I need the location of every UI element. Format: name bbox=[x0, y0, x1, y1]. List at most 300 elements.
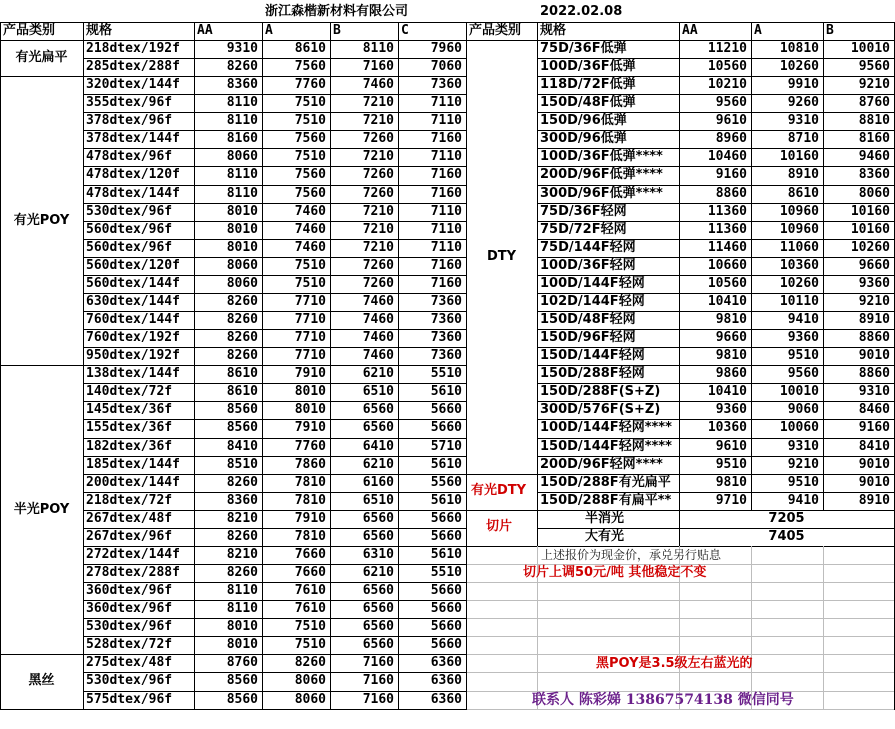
spec-cell: 355dtex/96f bbox=[86, 95, 173, 111]
left-header-0: 产品类别 bbox=[3, 23, 56, 38]
price-cell: 7160 bbox=[430, 185, 462, 201]
price-cell: 5560 bbox=[430, 474, 462, 490]
chips-bright-price: 7405 bbox=[768, 529, 805, 544]
dty-price-cell: 10010 bbox=[850, 41, 890, 56]
grid-line bbox=[466, 510, 537, 511]
dty-price-cell: 9410 bbox=[787, 312, 819, 328]
price-cell: 8010 bbox=[294, 402, 326, 418]
price-cell: 5710 bbox=[430, 438, 462, 454]
spec-cell: 360dtex/96f bbox=[86, 601, 173, 617]
price-cell: 8260 bbox=[226, 312, 258, 328]
dty-price-cell: 10160 bbox=[850, 203, 890, 219]
right-header-2: AA bbox=[682, 23, 698, 38]
category-dty: DTY bbox=[486, 248, 517, 264]
dty-price-cell: 9260 bbox=[787, 95, 819, 111]
chips-semi-dull-price: 7205 bbox=[768, 511, 805, 526]
price-cell: 8610 bbox=[226, 366, 258, 382]
price-cell: 8110 bbox=[362, 41, 394, 56]
price-cell: 7260 bbox=[362, 167, 394, 183]
price-cell: 5610 bbox=[430, 456, 462, 472]
dty-price-cell: 9810 bbox=[715, 348, 747, 364]
price-cell: 7360 bbox=[430, 312, 462, 328]
dty-price-cell: 9060 bbox=[787, 402, 819, 418]
price-cell: 7960 bbox=[430, 41, 462, 56]
price-cell: 8410 bbox=[226, 438, 258, 454]
price-cell: 8110 bbox=[226, 113, 258, 129]
spec-cell: 630dtex/144f bbox=[86, 293, 180, 309]
spec-cell: 760dtex/192f bbox=[86, 330, 180, 346]
spec-cell: 218dtex/72f bbox=[86, 492, 173, 508]
grid-line bbox=[0, 654, 83, 655]
right-header-0: 产品类别 bbox=[469, 23, 522, 38]
dty-spec-cell: 100D/144F轻网**** bbox=[540, 420, 672, 436]
dty-price-cell: 9810 bbox=[715, 474, 747, 490]
dty-price-cell: 9660 bbox=[858, 257, 890, 273]
price-cell: 7660 bbox=[294, 546, 326, 562]
left-header-2: AA bbox=[197, 23, 213, 38]
dty-price-cell: 9810 bbox=[715, 312, 747, 328]
price-cell: 7660 bbox=[294, 565, 326, 581]
dty-price-cell: 11460 bbox=[707, 239, 747, 255]
price-cell: 7560 bbox=[294, 185, 326, 201]
chip-price-notice: 切片上调50元/吨 其他稳定不变 bbox=[523, 565, 707, 580]
price-cell: 8010 bbox=[294, 384, 326, 400]
company-name: 浙江森楷新材料有限公司 bbox=[265, 4, 409, 19]
left-header-1: 规格 bbox=[86, 23, 113, 38]
price-cell: 5510 bbox=[430, 366, 462, 382]
right-header-4: B bbox=[826, 23, 834, 38]
chips-bright-label: 大有光 bbox=[585, 529, 625, 544]
dty-price-cell: 9510 bbox=[787, 348, 819, 364]
price-cell: 6560 bbox=[362, 583, 394, 599]
price-cell: 8760 bbox=[226, 655, 258, 671]
dty-price-cell: 9210 bbox=[858, 293, 890, 309]
price-cell: 8560 bbox=[226, 420, 258, 436]
price-cell: 5660 bbox=[430, 420, 462, 436]
dty-price-cell: 9410 bbox=[787, 492, 819, 508]
spec-cell: 530dtex/96f bbox=[86, 619, 173, 635]
dty-price-cell: 9210 bbox=[858, 77, 890, 93]
price-cell: 7360 bbox=[430, 77, 462, 93]
price-cell: 8110 bbox=[226, 167, 258, 183]
spec-cell: 478dtex/120f bbox=[86, 167, 180, 183]
dty-price-cell: 10160 bbox=[779, 149, 819, 165]
price-cell: 8260 bbox=[294, 655, 326, 671]
left-header-4: B bbox=[333, 23, 341, 38]
spec-cell: 200dtex/144f bbox=[86, 474, 180, 490]
dty-spec-cell: 100D/36F低弹**** bbox=[540, 149, 663, 165]
dty-price-cell: 9210 bbox=[787, 456, 819, 472]
price-cell: 5610 bbox=[430, 384, 462, 400]
price-cell: 5660 bbox=[430, 583, 462, 599]
dty-spec-cell: 150D/288F有光扁平 bbox=[540, 474, 671, 490]
price-cell: 7260 bbox=[362, 257, 394, 273]
spec-cell: 560dtex/120f bbox=[86, 257, 180, 273]
dty-price-cell: 8860 bbox=[715, 185, 747, 201]
price-cell: 5660 bbox=[430, 528, 462, 544]
price-cell: 7360 bbox=[430, 330, 462, 346]
dty-spec-cell: 150D/288F有扁平** bbox=[540, 492, 672, 508]
dty-price-cell: 9610 bbox=[715, 113, 747, 129]
dty-spec-cell: 150D/48F低弹 bbox=[540, 95, 636, 111]
spec-cell: 185dtex/144f bbox=[86, 456, 180, 472]
price-cell: 7260 bbox=[362, 275, 394, 291]
left-header-3: A bbox=[265, 23, 273, 38]
dty-price-cell: 9360 bbox=[787, 330, 819, 346]
price-cell: 7210 bbox=[362, 203, 394, 219]
price-cell: 8260 bbox=[226, 293, 258, 309]
price-cell: 8110 bbox=[226, 583, 258, 599]
price-cell: 5610 bbox=[430, 546, 462, 562]
price-cell: 7510 bbox=[294, 257, 326, 273]
dty-price-cell: 9010 bbox=[858, 474, 890, 490]
price-cell: 8210 bbox=[226, 510, 258, 526]
price-cell: 8160 bbox=[226, 131, 258, 147]
grid-line bbox=[466, 600, 894, 601]
category-label: 有光扁平 bbox=[15, 50, 68, 66]
dty-price-cell: 8860 bbox=[858, 330, 890, 346]
price-cell: 7210 bbox=[362, 221, 394, 237]
dty-spec-cell: 150D/144F轻网**** bbox=[540, 438, 672, 454]
price-cell: 5610 bbox=[430, 492, 462, 508]
dty-price-cell: 11060 bbox=[779, 239, 819, 255]
price-cell: 7460 bbox=[294, 239, 326, 255]
spec-cell: 478dtex/96f bbox=[86, 149, 173, 165]
chips-semi-dull-label: 半消光 bbox=[585, 511, 625, 526]
dty-price-cell: 8910 bbox=[858, 312, 890, 328]
dty-price-cell: 9360 bbox=[715, 402, 747, 418]
price-cell: 7510 bbox=[294, 149, 326, 165]
price-cell: 5660 bbox=[430, 601, 462, 617]
dty-price-cell: 8710 bbox=[787, 131, 819, 147]
dty-spec-cell: 200D/96F低弹**** bbox=[540, 167, 663, 183]
dty-price-cell: 8460 bbox=[858, 402, 890, 418]
price-cell: 7110 bbox=[430, 221, 462, 237]
price-cell: 7260 bbox=[362, 131, 394, 147]
dty-spec-cell: 150D/48F轻网 bbox=[540, 312, 636, 328]
price-cell: 7610 bbox=[294, 601, 326, 617]
dty-spec-cell: 150D/144F轻网 bbox=[540, 348, 645, 364]
spec-cell: 155dtex/36f bbox=[86, 420, 173, 436]
price-cell: 7460 bbox=[362, 293, 394, 309]
price-cell: 7460 bbox=[362, 330, 394, 346]
category-chips: 切片 bbox=[486, 519, 513, 534]
dty-spec-cell: 102D/144F轻网 bbox=[540, 293, 645, 309]
price-cell: 5660 bbox=[430, 619, 462, 635]
price-cell: 8260 bbox=[226, 59, 258, 75]
cash-price-note: 上述报价为现金价，承兑另行贴息 bbox=[541, 548, 722, 562]
price-cell: 9310 bbox=[226, 41, 258, 56]
dty-price-cell: 9510 bbox=[715, 456, 747, 472]
dty-spec-cell: 300D/96F低弹**** bbox=[540, 185, 663, 201]
category-bright-dty: 有光DTY bbox=[471, 483, 527, 498]
grid-line bbox=[466, 474, 537, 475]
price-cell: 7360 bbox=[430, 348, 462, 364]
price-cell: 7260 bbox=[362, 185, 394, 201]
price-cell: 7510 bbox=[294, 95, 326, 111]
dty-spec-cell: 150D/288F(S+Z) bbox=[540, 384, 661, 400]
price-cell: 8610 bbox=[294, 41, 326, 56]
price-cell: 6210 bbox=[362, 456, 394, 472]
dty-price-cell: 9660 bbox=[715, 330, 747, 346]
price-cell: 7210 bbox=[362, 113, 394, 129]
spec-cell: 278dtex/288f bbox=[86, 565, 180, 581]
price-cell: 8060 bbox=[226, 275, 258, 291]
dty-spec-cell: 118D/72F低弹 bbox=[540, 77, 636, 93]
dty-price-cell: 9310 bbox=[787, 113, 819, 129]
dty-price-cell: 10060 bbox=[779, 420, 819, 436]
dty-price-cell: 9510 bbox=[787, 474, 819, 490]
price-cell: 8110 bbox=[226, 95, 258, 111]
dty-price-cell: 10960 bbox=[779, 203, 819, 219]
price-cell: 6560 bbox=[362, 510, 394, 526]
dty-spec-cell: 75D/144F轻网 bbox=[540, 239, 636, 255]
dty-price-cell: 11360 bbox=[707, 221, 747, 237]
spec-cell: 560dtex/144f bbox=[86, 275, 180, 291]
dty-spec-cell: 75D/36F轻网 bbox=[540, 203, 627, 219]
dty-price-cell: 10260 bbox=[850, 239, 890, 255]
price-cell: 7760 bbox=[294, 438, 326, 454]
spec-cell: 528dtex/72f bbox=[86, 637, 173, 653]
price-cell: 7760 bbox=[294, 77, 326, 93]
price-cell: 6510 bbox=[362, 492, 394, 508]
dty-price-cell: 8610 bbox=[787, 185, 819, 201]
spec-cell: 272dtex/144f bbox=[86, 546, 180, 562]
price-cell: 7810 bbox=[294, 474, 326, 490]
price-cell: 6160 bbox=[362, 474, 394, 490]
grid-line bbox=[823, 546, 824, 709]
price-cell: 7510 bbox=[294, 619, 326, 635]
price-cell: 6560 bbox=[362, 619, 394, 635]
price-cell: 6560 bbox=[362, 420, 394, 436]
spec-cell: 560dtex/96f bbox=[86, 221, 173, 237]
dty-price-cell: 10260 bbox=[779, 59, 819, 75]
dty-price-cell: 10360 bbox=[707, 420, 747, 436]
price-cell: 7910 bbox=[294, 366, 326, 382]
dty-spec-cell: 100D/36F轻网 bbox=[540, 257, 636, 273]
dty-price-cell: 8160 bbox=[858, 131, 890, 147]
price-cell: 5660 bbox=[430, 402, 462, 418]
price-cell: 8010 bbox=[226, 221, 258, 237]
price-cell: 7160 bbox=[430, 131, 462, 147]
grid-line bbox=[83, 709, 466, 710]
spec-cell: 378dtex/144f bbox=[86, 131, 180, 147]
dty-spec-cell: 200D/96F轻网**** bbox=[540, 456, 663, 472]
report-date: 2022.02.08 bbox=[540, 4, 623, 19]
price-cell: 7210 bbox=[362, 149, 394, 165]
price-cell: 8010 bbox=[226, 239, 258, 255]
price-cell: 7160 bbox=[362, 655, 394, 671]
dty-price-cell: 9460 bbox=[858, 149, 890, 165]
price-cell: 8110 bbox=[226, 601, 258, 617]
dty-price-cell: 9160 bbox=[715, 167, 747, 183]
dty-price-cell: 9010 bbox=[858, 456, 890, 472]
spec-cell: 378dtex/96f bbox=[86, 113, 173, 129]
price-cell: 7460 bbox=[362, 77, 394, 93]
spec-cell: 138dtex/144f bbox=[86, 366, 180, 382]
price-cell: 6560 bbox=[362, 601, 394, 617]
spec-cell: 218dtex/192f bbox=[86, 41, 180, 56]
dty-price-cell: 10210 bbox=[707, 77, 747, 93]
price-cell: 7710 bbox=[294, 348, 326, 364]
price-cell: 6210 bbox=[362, 366, 394, 382]
dty-price-cell: 10410 bbox=[707, 293, 747, 309]
dty-price-cell: 8860 bbox=[858, 366, 890, 382]
dty-price-cell: 8810 bbox=[858, 113, 890, 129]
dty-spec-cell: 300D/576F(S+Z) bbox=[540, 402, 661, 418]
price-cell: 7560 bbox=[294, 167, 326, 183]
price-cell: 6360 bbox=[430, 691, 462, 707]
dty-price-cell: 10010 bbox=[779, 384, 819, 400]
spec-cell: 275dtex/48f bbox=[86, 655, 173, 671]
spec-cell: 530dtex/96f bbox=[86, 673, 173, 689]
price-cell: 8260 bbox=[226, 474, 258, 490]
category-label: 半光POY bbox=[13, 501, 70, 517]
price-cell: 7060 bbox=[430, 59, 462, 75]
price-cell: 8510 bbox=[226, 456, 258, 472]
dty-price-cell: 10560 bbox=[707, 275, 747, 291]
price-cell: 7160 bbox=[430, 275, 462, 291]
dty-price-cell: 8410 bbox=[858, 438, 890, 454]
right-header-1: 规格 bbox=[540, 23, 567, 38]
grid-line bbox=[0, 76, 83, 77]
dty-price-cell: 9010 bbox=[858, 348, 890, 364]
price-cell: 8260 bbox=[226, 528, 258, 544]
price-cell: 7110 bbox=[430, 203, 462, 219]
price-cell: 5510 bbox=[430, 565, 462, 581]
dty-price-cell: 8060 bbox=[858, 185, 890, 201]
price-cell: 8560 bbox=[226, 691, 258, 707]
price-cell: 8060 bbox=[294, 673, 326, 689]
price-cell: 8010 bbox=[226, 637, 258, 653]
price-cell: 7110 bbox=[430, 95, 462, 111]
price-cell: 8010 bbox=[226, 203, 258, 219]
dty-price-cell: 9610 bbox=[715, 438, 747, 454]
dty-spec-cell: 150D/288F轻网 bbox=[540, 366, 645, 382]
dty-price-cell: 9560 bbox=[787, 366, 819, 382]
grid-line bbox=[466, 22, 467, 710]
grid-line bbox=[83, 22, 84, 710]
dty-price-cell: 8360 bbox=[858, 167, 890, 183]
left-header-5: C bbox=[401, 23, 409, 38]
price-cell: 6360 bbox=[430, 673, 462, 689]
price-cell: 6360 bbox=[430, 655, 462, 671]
dty-price-cell: 8760 bbox=[858, 95, 890, 111]
price-cell: 6560 bbox=[362, 402, 394, 418]
spec-cell: 575dtex/96f bbox=[86, 691, 173, 707]
price-cell: 7160 bbox=[362, 691, 394, 707]
price-cell: 7810 bbox=[294, 492, 326, 508]
dty-price-cell: 10810 bbox=[779, 41, 819, 56]
price-cell: 7460 bbox=[294, 221, 326, 237]
grid-line bbox=[466, 582, 894, 583]
spec-cell: 530dtex/96f bbox=[86, 203, 173, 219]
dty-spec-cell: 100D/144F轻网 bbox=[540, 275, 645, 291]
price-cell: 7810 bbox=[294, 528, 326, 544]
dty-price-cell: 9310 bbox=[858, 384, 890, 400]
category-label: 有光POY bbox=[13, 212, 70, 228]
price-cell: 8060 bbox=[294, 691, 326, 707]
dty-spec-cell: 150D/96低弹 bbox=[540, 113, 627, 129]
price-cell: 8210 bbox=[226, 546, 258, 562]
grid-line bbox=[0, 365, 83, 366]
price-cell: 6410 bbox=[362, 438, 394, 454]
dty-price-cell: 10560 bbox=[707, 59, 747, 75]
dty-price-cell: 10360 bbox=[779, 257, 819, 273]
dty-price-cell: 9560 bbox=[858, 59, 890, 75]
price-cell: 6560 bbox=[362, 637, 394, 653]
grid-line bbox=[466, 618, 894, 619]
spec-cell: 320dtex/144f bbox=[86, 77, 180, 93]
price-cell: 7710 bbox=[294, 293, 326, 309]
spec-cell: 360dtex/96f bbox=[86, 583, 173, 599]
price-cell: 7460 bbox=[362, 348, 394, 364]
price-cell: 6560 bbox=[362, 528, 394, 544]
grid-line bbox=[537, 22, 538, 547]
dty-price-cell: 9560 bbox=[715, 95, 747, 111]
category-label: 黑丝 bbox=[28, 673, 55, 689]
dty-spec-cell: 100D/36F低弹 bbox=[540, 59, 636, 75]
price-cell: 8260 bbox=[226, 348, 258, 364]
dty-price-cell: 9310 bbox=[787, 438, 819, 454]
price-cell: 8560 bbox=[226, 673, 258, 689]
dty-price-cell: 9360 bbox=[858, 275, 890, 291]
price-cell: 7710 bbox=[294, 312, 326, 328]
grid-line bbox=[466, 636, 894, 637]
price-cell: 7110 bbox=[430, 149, 462, 165]
dty-spec-cell: 150D/96F轻网 bbox=[540, 330, 636, 346]
dty-spec-cell: 300D/96低弹 bbox=[540, 131, 627, 147]
dty-price-cell: 10110 bbox=[779, 293, 819, 309]
price-cell: 6510 bbox=[362, 384, 394, 400]
grid-line bbox=[0, 709, 83, 710]
price-cell: 8010 bbox=[226, 619, 258, 635]
dty-price-cell: 11360 bbox=[707, 203, 747, 219]
price-cell: 7110 bbox=[430, 113, 462, 129]
dty-price-cell: 10460 bbox=[707, 149, 747, 165]
price-cell: 7110 bbox=[430, 239, 462, 255]
dty-price-cell: 10260 bbox=[779, 275, 819, 291]
dty-price-cell: 9710 bbox=[715, 492, 747, 508]
price-cell: 7560 bbox=[294, 131, 326, 147]
spec-cell: 478dtex/144f bbox=[86, 185, 180, 201]
spec-cell: 140dtex/72f bbox=[86, 384, 173, 400]
spec-cell: 560dtex/96f bbox=[86, 239, 173, 255]
dty-spec-cell: 75D/72F轻网 bbox=[540, 221, 627, 237]
price-cell: 6210 bbox=[362, 565, 394, 581]
dty-price-cell: 8960 bbox=[715, 131, 747, 147]
contact-line: 联系人 陈彩娣 13867574138 微信同号 bbox=[532, 692, 794, 708]
dty-price-cell: 8910 bbox=[787, 167, 819, 183]
spec-cell: 760dtex/144f bbox=[86, 312, 180, 328]
price-cell: 8260 bbox=[226, 330, 258, 346]
dty-price-cell: 11210 bbox=[707, 41, 747, 56]
price-cell: 8060 bbox=[226, 257, 258, 273]
price-cell: 7510 bbox=[294, 113, 326, 129]
price-cell: 8560 bbox=[226, 402, 258, 418]
price-cell: 7160 bbox=[430, 167, 462, 183]
price-cell: 7160 bbox=[362, 59, 394, 75]
price-cell: 7460 bbox=[294, 203, 326, 219]
price-cell: 7360 bbox=[430, 293, 462, 309]
price-cell: 8110 bbox=[226, 185, 258, 201]
right-header-3: A bbox=[754, 23, 762, 38]
spec-cell: 267dtex/48f bbox=[86, 510, 173, 526]
spec-cell: 145dtex/36f bbox=[86, 402, 173, 418]
price-cell: 7210 bbox=[362, 95, 394, 111]
price-cell: 7460 bbox=[362, 312, 394, 328]
price-cell: 7860 bbox=[294, 456, 326, 472]
